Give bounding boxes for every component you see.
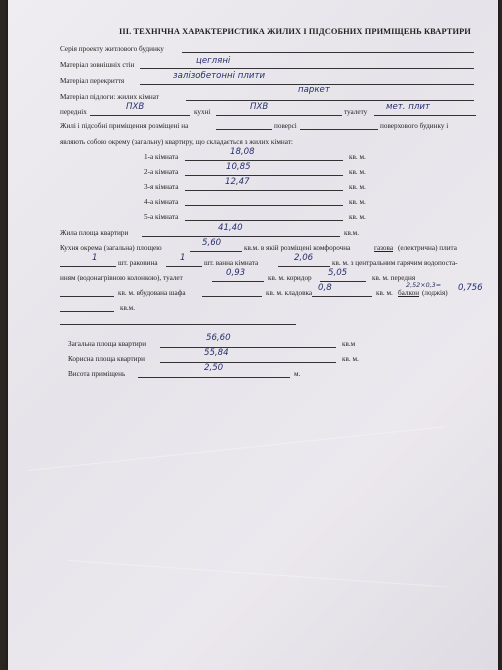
label-room-5: 5-а кімната — [144, 213, 179, 221]
field-line — [142, 236, 340, 237]
label-room-3: 3-я кімната — [144, 183, 179, 191]
field-line — [166, 266, 202, 267]
value-balcony-calc: 2,52×0,3= — [406, 281, 442, 289]
value-outer-walls: цегляні — [196, 56, 231, 66]
field-line — [140, 68, 474, 69]
value-baths-count: 1 — [180, 253, 186, 263]
unit-storage: кв. м. — [376, 289, 393, 297]
label-room-4: 4-а кімната — [144, 198, 179, 206]
field-line — [185, 220, 343, 221]
unit-room-1: кв. м. — [349, 153, 366, 161]
value-useful-area: 55,84 — [204, 348, 229, 358]
value-hallway: ПХВ — [126, 102, 145, 112]
label-front-room: кв. м. передня — [372, 274, 416, 282]
field-line — [212, 281, 264, 282]
value-kitchen: ПХВ — [250, 102, 269, 112]
label-project-series: Серія проекту житлового будинку — [60, 45, 164, 53]
unit-useful-area: кв. м. — [342, 355, 359, 363]
section-title: ІІІ. ТЕХНІЧНА ХАРАКТЕРИСТИКА ЖИЛИХ І ПІДСОБНИХ ПРИМІЩЕНЬ КВАРТИРИ — [119, 27, 471, 36]
unit-living-area: кв.м. — [344, 229, 360, 237]
label-location-3: поверхового будинку і — [380, 122, 449, 130]
value-corridor-area: 5,05 — [328, 268, 348, 278]
field-line — [185, 205, 343, 206]
label-location-4: являють собою окрему (загальну) квартиру, що складається з жилих кімнат: — [60, 138, 293, 146]
label-room-2: 2-а кімната — [144, 168, 179, 176]
field-line — [90, 115, 190, 116]
label-outer-walls: Матеріал зовнішніх стін — [60, 61, 135, 69]
value-room-2: 10,85 — [226, 162, 251, 172]
label-hallway: передніх — [60, 108, 87, 116]
unit-total-area: кв.м — [342, 340, 356, 348]
label-hot-water: кв. м. з центральним гарячим водопоста- — [332, 259, 458, 267]
field-line — [216, 115, 342, 116]
label-ceilings: Матеріал перекриття — [60, 77, 125, 85]
field-line — [185, 175, 343, 176]
value-total-area: 56,60 — [206, 333, 231, 343]
label-stove-gas: газова — [374, 244, 394, 252]
unit-room-2: кв. м. — [349, 168, 366, 176]
section-divider — [60, 324, 296, 325]
label-floors: Матеріал підлоги: жилих кімнат — [60, 93, 159, 101]
value-ceilings: залізобетонні плити — [173, 71, 266, 81]
label-kitchen-area-2: кв.м. в якій розміщені комфорочна — [244, 244, 351, 252]
label-total-area: Загальна площа квартири — [68, 340, 147, 348]
value-toilet: мет. плит — [386, 102, 430, 112]
label-useful-area: Корисна площа квартири — [68, 355, 145, 363]
value-sinks-count: 1 — [92, 253, 98, 263]
field-line — [312, 296, 372, 297]
value-storage-area: 0,8 — [318, 283, 332, 293]
unit-room-4: кв. м. — [349, 198, 366, 206]
label-closet: кв. м. вбудована шафа — [118, 289, 186, 297]
field-line — [138, 377, 290, 378]
field-line — [320, 281, 366, 282]
field-line — [60, 311, 114, 312]
unit-room-3: кв. м. — [349, 183, 366, 191]
value-room-height: 2,50 — [204, 363, 224, 373]
label-toilet: туалету — [344, 108, 368, 116]
field-line — [185, 190, 343, 191]
label-water-heater: нням (водонагрівною колонкою), туалет — [60, 274, 183, 282]
label-storage: кв. м. кладовка — [266, 289, 313, 297]
unit-room-5: кв. м. — [349, 213, 366, 221]
value-kitchen-area: 5,60 — [202, 238, 222, 248]
unit-room-height: м. — [294, 370, 301, 378]
field-line — [278, 266, 330, 267]
value-room-3: 12,47 — [225, 177, 250, 187]
value-balcony-area: 0,756 — [458, 283, 483, 293]
label-baths: шт. ванна кімната — [204, 259, 259, 267]
paper-crease — [68, 560, 447, 588]
label-room-1: 1-а кімната — [144, 153, 179, 161]
label-living-area: Жила площа квартири — [60, 229, 129, 237]
field-line — [160, 347, 336, 348]
field-line — [186, 100, 474, 101]
paper-crease — [28, 426, 446, 471]
field-line — [374, 115, 476, 116]
label-stove-electric: (електрична) плита — [398, 244, 457, 252]
label-room-height: Висота приміщень — [68, 370, 126, 378]
label-loggia: (лоджія) — [422, 289, 448, 297]
label-location-1: Жилі і підсобні приміщення розміщені на — [60, 122, 189, 130]
field-line — [190, 251, 242, 252]
value-bath-area: 2,06 — [294, 253, 314, 263]
label-location-2: поверсі — [274, 122, 297, 130]
label-balcony: балкон — [398, 289, 420, 297]
unit-balcony: кв.м. — [120, 304, 136, 312]
field-line — [160, 362, 336, 363]
value-room-1: 18,08 — [230, 147, 255, 157]
field-line — [60, 266, 116, 267]
field-line — [300, 129, 378, 130]
field-line — [60, 296, 114, 297]
label-corridor: кв. м. коридор — [268, 274, 312, 282]
field-line — [182, 52, 474, 53]
label-kitchen: кухні — [194, 108, 211, 116]
value-floors: паркет — [298, 85, 330, 95]
label-kitchen-area: Кухня окрема (загальна) площею — [60, 244, 162, 252]
field-line — [216, 129, 272, 130]
value-toilet-area: 0,93 — [226, 268, 246, 278]
field-line — [185, 160, 343, 161]
document-page — [8, 0, 498, 670]
label-sinks: шт. раковина — [118, 259, 158, 267]
field-line — [202, 296, 262, 297]
value-living-area: 41,40 — [218, 223, 243, 233]
